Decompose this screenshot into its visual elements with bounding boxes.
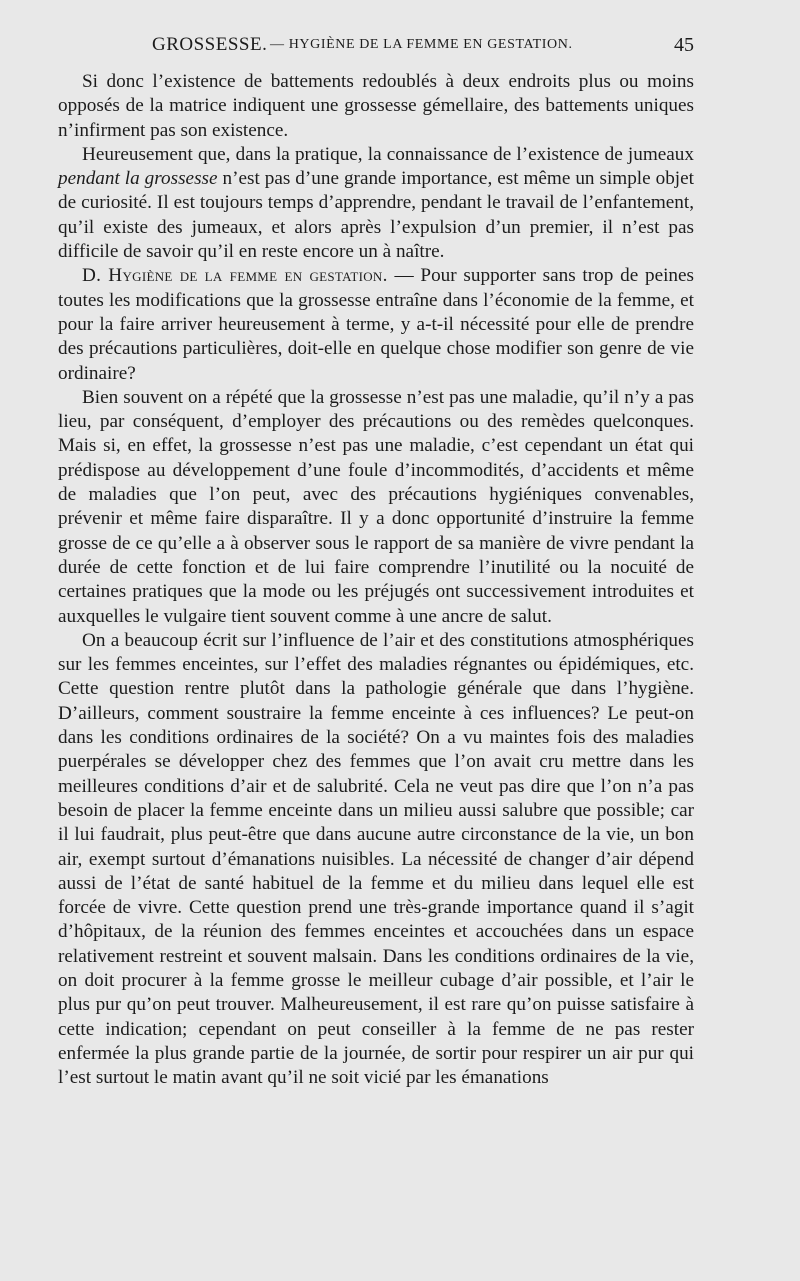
paragraph-2 [58,143,694,264]
header-subtitle: — HYGIÈNE DE LA FEMME EN GESTATION. [270,37,573,52]
paragraph-5: On a beaucoup écrit sur l’influence de l’air et des constitutions atmosphériques sur les femmes enceintes, sur l’effet des maladies régnantes ou épidémiques, etc. Cette question rentre plutôt dans la pathologie générale que dans l’hygiène. D’ailleurs, comment soustraire la femme enceinte à ces influences? Le peut-on dans les conditions ordinaires de la société? On a vu maintes fois des maladies puerpérales se développer chez des femmes que l’on avait cru mettre dans les meilleures conditions d’air et de salubrité. Cela ne veut pas dire que l’on n’a pas besoin de placer la femme enceinte dans un milieu aussi salubre que possible; car il lui faudrait, plus peut-être que dans aucune autre circonstance de la vie, un bon air, exempt surtout d’émanations nuisibles. La nécessité de changer d’air dépend aussi de l’état de santé habituel de la femme et du milieu dans lequel elle est forcée de vivre. Cette question prend une très-grande importance quand il s’agit d’hôpitaux, de la réunion des femmes enceintes et accouchées dans un espace relativement restreint et souvent malsain. Dans les conditions ordinaires de la vie, on doit procurer à la femme grosse le meilleur cubage d’air possible, et l’air le plus pur qu’on peut trouver. Malheureusement, il est rare qu’on puisse satisfaire à cette indication; cependant on peut conseiller à la femme de ne pas rester enfermée la plus grande partie de la journée, de sortir pour respirer un air pur qui l’est surtout le matin avant qu’il ne soit vicié par les émanations [58,629,694,1089]
header-title: GROSSESSE. [152,34,268,55]
paragraph-4: Bien souvent on a répété que la grossesse n’est pas une maladie, qu’il n’y a pas lieu, par conséquent, d’employer des précautions ou des remèdes quelconques. Mais si, en effet, la grossesse n’est pas une maladie, c’est cependant un état qui prédispose au développement d’une foule d’incommodités, d’accidents et même de maladies que l’on peut, avec des précautions hygiéniques convenables, prévenir et même faire disparaître. Il y a donc opportunité d’instruire la femme grosse de ce qu’elle a à observer sous le rapport de sa manière de vivre pendant la durée de cette fonction et de lui faire comprendre l’inutilité ou la nocuité de certaines pratiques que la mode ou les préjugés ont successivement introduites et auxquelles le vulgaire tient souvent comme à une ancre de salut. [58,386,694,627]
paragraph-2-emphasis: pendant la grossesse [58,168,218,190]
paragraph-3-text: — Pour supporter sans trop de peines toutes les modifications que la grossesse entraîne dans l’économie de la femme, et pour la faire arriver heureusement à terme, y a-t-il nécessité pour elle de prendre des précautions particulières, doit-elle en quelque chose modifier son genre de vie ordinaire? [58,265,694,384]
paragraph-2-text-a: Heureusement que, dans la pratique, la connaissance de l’existence de jumeaux [82,143,694,165]
paragraph-3 [58,264,694,385]
paragraph-1: Si donc l’existence de battements redoublés à deux endroits plus ou moins opposés de la matrice indiquent une grossesse gémellaire, des battements uniques n’infirment pas son existence. [58,71,694,141]
page-number: 45 [674,34,694,56]
running-header [152,34,694,60]
paragraph-2-text-b: n’est pas d’une grande importance, est même un simple objet de curiosité. Il est toujours temps d’apprendre, pendant le travail de l’enfantement, qu’il existe des jumeaux, et alors après l’expulsion d’un premier, il n’est pas difficile de savoir qu’il en reste encore un à naître. [58,168,694,263]
section-heading: D. Hygiène de la femme en gestation. [82,265,388,287]
page-body [58,70,694,1090]
